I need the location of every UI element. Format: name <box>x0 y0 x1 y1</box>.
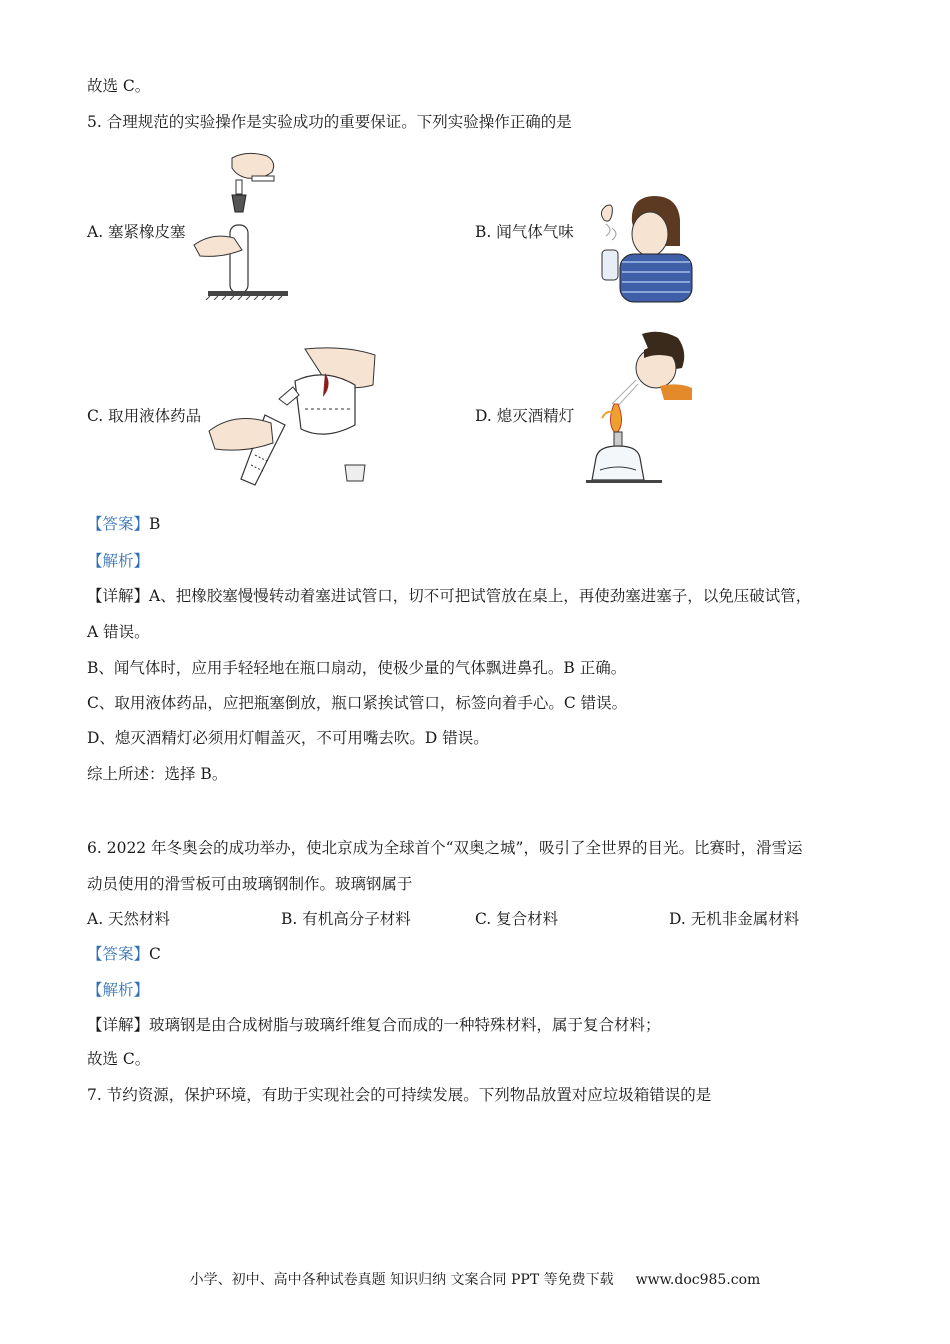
figure-insert-stopper <box>192 150 292 300</box>
q6-detail: 【详解】玻璃钢是由合成树脂与玻璃纤维复合而成的一种特殊材料，属于复合材料； <box>87 1016 661 1034</box>
q6-option-c: C. 复合材料 <box>475 910 559 928</box>
q6-stem-2: 动员使用的滑雪板可由玻璃钢制作。玻璃钢属于 <box>87 875 413 893</box>
figure-pour-liquid <box>205 345 387 490</box>
q5-detail-a2: A 错误。 <box>87 623 150 641</box>
footer-url[interactable]: www.doc985.com <box>635 1272 761 1288</box>
answer-tag: 【答案】 <box>87 515 150 533</box>
q5-detail-d: D、熄灭酒精灯必须用灯帽盖灭，不可用嘴去吹。D 错误。 <box>87 729 489 747</box>
q6-stem-1: 6. 2022 年冬奥会的成功举办，使北京成为全球首个“双奥之城”，吸引了全世界的目光。比赛时，滑雪运 <box>87 839 803 857</box>
q5-answer <box>87 514 160 534</box>
q5-option-c: C. 取用液体药品 <box>87 407 202 425</box>
detail-tag: 【详解】 <box>87 587 150 605</box>
prev-conclusion: 故选 C。 <box>87 77 151 95</box>
q5-option-b: B. 闻气体气味 <box>475 223 574 241</box>
footer-text: 小学、初中、高中各种试卷真题 知识归纳 文案合同 PPT 等免费下载 <box>189 1272 614 1288</box>
q5-option-d: D. 熄灭酒精灯 <box>475 407 575 425</box>
q5-analysis-tag: 【解析】 <box>87 552 150 570</box>
q5-detail-a1: 【详解】A、把橡胶塞慢慢转动着塞进试管口，切不可把试管放在桌上，再使劲塞进塞子，以免压破试管， <box>87 587 812 605</box>
q6-option-b: B. 有机高分子材料 <box>281 910 411 928</box>
page-footer <box>0 1270 950 1290</box>
q5-summary: 综上所述：选择 B。 <box>87 765 228 783</box>
q5-option-a: A. 塞紧橡皮塞 <box>87 223 186 241</box>
q6-conclusion: 故选 C。 <box>87 1050 151 1068</box>
q6-option-d: D. 无机非金属材料 <box>669 910 800 928</box>
q5-answer-value: B <box>149 515 161 533</box>
q6-analysis-tag: 【解析】 <box>87 981 150 999</box>
q5-detail-c: C、取用液体药品，应把瓶塞倒放，瓶口紧挨试管口，标签向着手心。C 错误。 <box>87 694 628 712</box>
q5-detail-b: B、闻气体时，应用手轻轻地在瓶口扇动，使极少量的气体飘进鼻孔。B 正确。 <box>87 659 627 677</box>
q6-option-a: A. 天然材料 <box>87 910 171 928</box>
q6-answer-value: C <box>149 945 161 963</box>
q7-stem: 7. 节约资源，保护环境，有助于实现社会的可持续发展。下列物品放置对应垃圾箱错误的是 <box>87 1086 712 1104</box>
q6-answer: 【答案】C <box>87 945 161 963</box>
q5-stem: 5. 合理规范的实验操作是实验成功的重要保证。下列实验操作正确的是 <box>87 113 572 131</box>
figure-smell-gas <box>592 192 694 304</box>
figure-alcohol-lamp <box>582 328 694 492</box>
